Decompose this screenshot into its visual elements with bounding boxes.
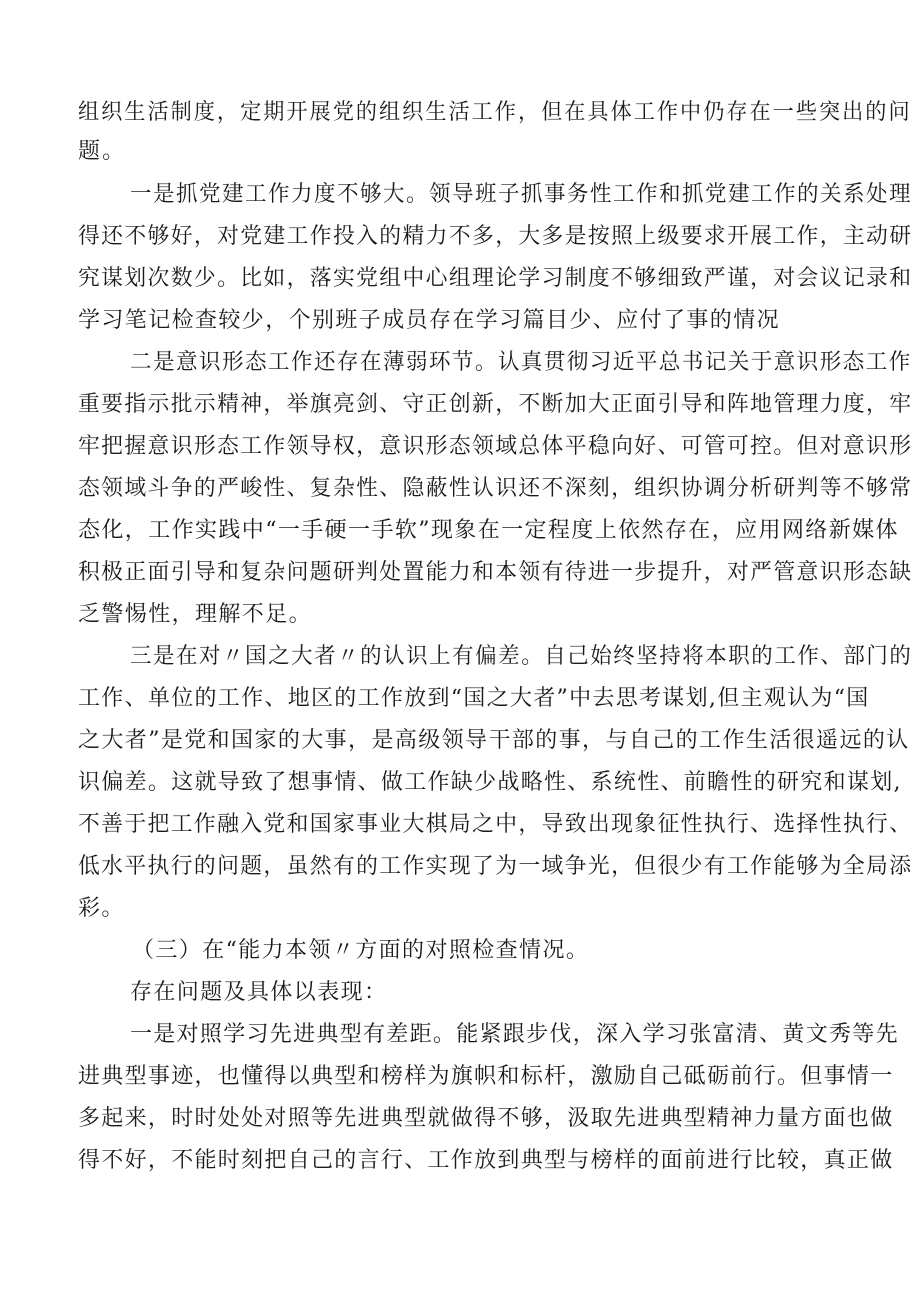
text-line: 乏警惕性，理解不足。 [78, 602, 313, 627]
text-line: 二是意识形态工作还存在薄弱环节。认真贯彻习近平总书记关于意识形态工作 [130, 350, 912, 375]
text-line: 一是对照学习先进典型有差距。能紧跟步伐，深入学习张富清、黄文秀等先 [130, 1022, 899, 1047]
text-line: 重要指示批示精神，举旗亮剑、守正创新，不断加大正面引导和阵地管理力度，牢 [78, 392, 913, 417]
text-line: 一是抓党建工作力度不够大。领导班子抓事务性工作和抓党建工作的关系处理 [130, 182, 913, 207]
text-line: 究谋划次数少。比如，落实党组中心组理论学习制度不够细致严谨，对会议记录和 [78, 266, 913, 291]
text-line: 牢把握意识形态工作领导权，意识形态领域总体平稳向好、可管可控。但对意识形 [78, 434, 913, 459]
text-line: 学习笔记检查较少，个别班子成员存在学习篇目少、应付了事的情况 [78, 308, 781, 333]
section-heading: （三）在“能力本领〃方面的对照检查情况。 [132, 938, 590, 963]
text-line: 存在问题及具体以表现： [130, 980, 388, 1005]
text-line: 组织生活制度，定期开展党的组织生活工作，但在具体工作中仍存在一些突出的问 [78, 100, 912, 125]
text-line: 识偏差。这就导致了想事情、做工作缺少战略性、系统性、前瞻性的研究和谋划, [78, 770, 902, 795]
text-line: 积极正面引导和复杂问题研判处置能力和本领有待进一步提升，对严管意识形态缺 [78, 560, 913, 585]
text-line: 之大者”是党和国家的大事，是高级领导干部的事，与自己的工作生活很遥远的认 [78, 728, 910, 753]
text-line: 工作、单位的工作、地区的工作放到“国之大者”中去思考谋划,但主观认为“国 [78, 686, 870, 711]
text-line: 态化，工作实践中“一手硬一手软”现象在一定程度上依然存在，应用网络新媒体 [78, 518, 899, 543]
text-line: 得不好，不能时刻把自己的言行、工作放到典型与榜样的面前进行比较，真正做 [78, 1148, 894, 1173]
text-line: 进典型事迹，也懂得以典型和榜样为旗帜和标杆，激励自己砥砺前行。但事情一 [78, 1064, 894, 1089]
text-line: 彩。 [78, 896, 125, 921]
text-line: 多起来，时时处处对照等先进典型就做得不够，汲取先进典型精神力量方面也做 [78, 1106, 894, 1131]
text-line: 低水平执行的问题，虽然有的工作实现了为一域争光，但很少有工作能够为全局添 [78, 854, 913, 879]
text-line: 得还不够好，对党建工作投入的精力不多，大多是按照上级要求开展工作，主动研 [78, 224, 913, 249]
text-line: 题。 [78, 139, 127, 164]
text-line: 三是在对〃国之大者〃的认识上有偏差。自己始终坚持将本职的工作、部门的 [130, 644, 913, 669]
text-line: 不善于把工作融入党和国家事业大棋局之中，导致出现象征性执行、选择性执行、 [78, 812, 913, 837]
text-line: 态领域斗争的严峻性、复杂性、隐蔽性认识还不深刻，组织协调分析研判等不够常 [78, 476, 913, 501]
